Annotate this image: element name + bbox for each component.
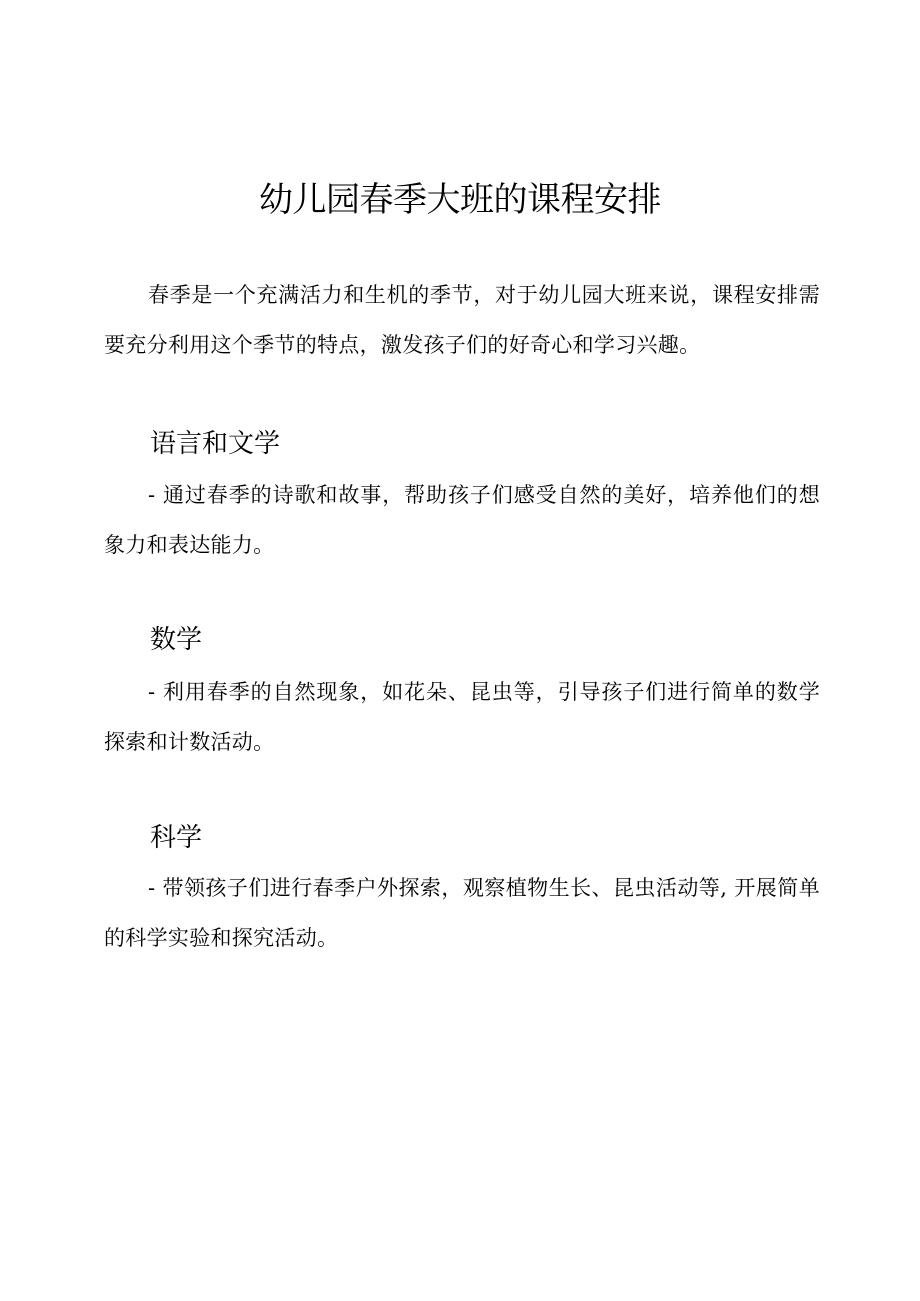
section-text-language: - 通过春季的诗歌和故事，帮助孩子们感受自然的美好，培养他们的想象力和表达能力。 bbox=[104, 483, 820, 557]
section-heading-math: 数学 bbox=[150, 625, 203, 655]
intro-paragraph: 春季是一个充满活力和生机的季节，对于幼儿园大班来说，课程安排需要充分利用这个季节的特点，激发孩子们的好奇心和学习兴趣。 bbox=[104, 283, 820, 357]
section-text-science: - 带领孩子们进行春季户外探索，观察植物生长、昆虫活动等, 开展简单的科学实验和探究活动。 bbox=[104, 876, 820, 950]
section-text-math: - 利用春季的自然现象，如花朵、昆虫等，引导孩子们进行简单的数学探索和计数活动。 bbox=[104, 680, 820, 754]
section-heading-science: 科学 bbox=[150, 823, 203, 853]
document-title: 幼儿园春季大班的课程安排 bbox=[259, 180, 661, 220]
section-heading-language: 语言和文学 bbox=[150, 429, 281, 459]
